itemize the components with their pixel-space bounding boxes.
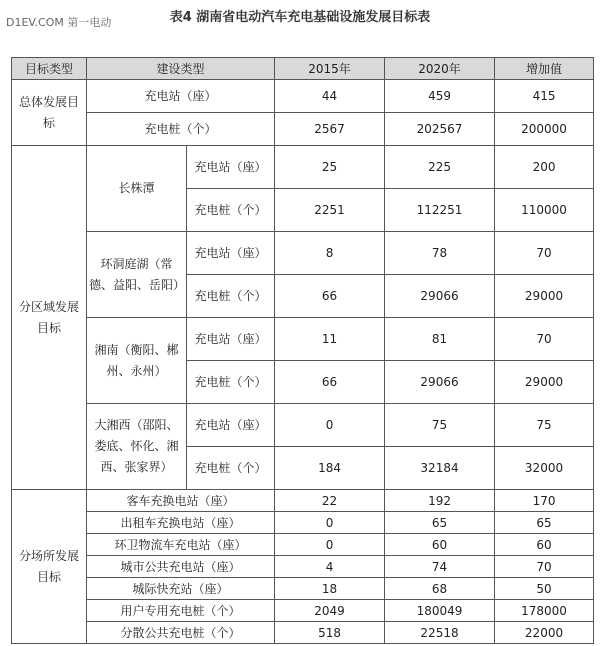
value-increase: 415 (495, 80, 594, 113)
row-type: 客车充换电站（座） (87, 490, 275, 512)
value-increase: 60 (495, 534, 594, 556)
row-type: 环卫物流车充电站（座） (87, 534, 275, 556)
value-2015: 25 (275, 146, 385, 189)
value-2020: 75 (385, 404, 495, 447)
table-row (12, 404, 594, 447)
value-2020: 78 (385, 232, 495, 275)
row-type: 充电桩（个） (187, 275, 275, 318)
value-2020: 74 (385, 556, 495, 578)
row-type: 充电桩（个） (187, 447, 275, 490)
value-2015: 44 (275, 80, 385, 113)
value-2020: 225 (385, 146, 495, 189)
value-2015: 18 (275, 578, 385, 600)
value-increase: 110000 (495, 189, 594, 232)
value-increase: 70 (495, 232, 594, 275)
table-row (12, 318, 594, 361)
value-2015: 11 (275, 318, 385, 361)
row-type: 充电站（座） (187, 404, 275, 447)
row-type: 用户专用充电桩（个） (87, 600, 275, 622)
row-type: 充电站（座） (187, 318, 275, 361)
row-type: 充电桩（个） (87, 113, 275, 146)
value-2020: 459 (385, 80, 495, 113)
value-increase: 170 (495, 490, 594, 512)
value-2020: 68 (385, 578, 495, 600)
table-row (12, 80, 594, 113)
value-2020: 29066 (385, 275, 495, 318)
value-2020: 180049 (385, 600, 495, 622)
region-name: 长株潭 (87, 146, 187, 232)
value-2020: 22518 (385, 622, 495, 644)
value-2020: 112251 (385, 189, 495, 232)
category-overall: 总体发展目标 (12, 80, 87, 146)
table-row (12, 600, 594, 622)
row-type: 充电桩（个） (187, 361, 275, 404)
value-2015: 8 (275, 232, 385, 275)
row-type: 充电桩（个） (187, 189, 275, 232)
region-name: 大湘西（邵阳、娄底、怀化、湘西、张家界） (87, 404, 187, 490)
value-2015: 2049 (275, 600, 385, 622)
value-2015: 22 (275, 490, 385, 512)
value-increase: 50 (495, 578, 594, 600)
value-increase: 178000 (495, 600, 594, 622)
value-2015: 0 (275, 512, 385, 534)
row-type: 充电站（座） (187, 232, 275, 275)
value-2015: 184 (275, 447, 385, 490)
row-type: 分散公共充电桩（个） (87, 622, 275, 644)
value-2015: 2567 (275, 113, 385, 146)
value-increase: 32000 (495, 447, 594, 490)
table-row (12, 113, 594, 146)
value-2020: 29066 (385, 361, 495, 404)
value-2020: 202567 (385, 113, 495, 146)
table-row (12, 622, 594, 644)
value-2015: 66 (275, 361, 385, 404)
table-row (12, 232, 594, 275)
value-increase: 29000 (495, 275, 594, 318)
value-increase: 70 (495, 556, 594, 578)
value-2015: 4 (275, 556, 385, 578)
table-row (12, 578, 594, 600)
region-name: 湘南（衡阳、郴州、永州） (87, 318, 187, 404)
header-row (12, 58, 594, 80)
table-title: 表4 湖南省电动汽车充电基础设施发展目标表 (169, 10, 431, 25)
category-venue: 分场所发展目标 (12, 490, 87, 644)
value-2020: 65 (385, 512, 495, 534)
value-2015: 2251 (275, 189, 385, 232)
value-increase: 75 (495, 404, 594, 447)
category-regional: 分区域发展目标 (12, 146, 87, 490)
header-2020: 2020年 (385, 58, 495, 80)
value-increase: 29000 (495, 361, 594, 404)
value-increase: 200 (495, 146, 594, 189)
value-increase: 22000 (495, 622, 594, 644)
value-2015: 0 (275, 534, 385, 556)
value-2015: 0 (275, 404, 385, 447)
table-row (12, 490, 594, 512)
charging-infrastructure-table (11, 57, 594, 644)
region-name: 环洞庭湖（常德、益阳、岳阳） (87, 232, 187, 318)
header-increase: 增加值 (495, 58, 594, 80)
table-row (12, 146, 594, 189)
value-2015: 518 (275, 622, 385, 644)
value-2020: 192 (385, 490, 495, 512)
header-2015: 2015年 (275, 58, 385, 80)
watermark: D1EV.COM 第一电动 (6, 16, 112, 29)
table-row (12, 534, 594, 556)
row-type: 城际快充站（座） (87, 578, 275, 600)
header-category: 目标类型 (12, 58, 87, 80)
table-row (12, 512, 594, 534)
row-type: 城市公共充电站（座） (87, 556, 275, 578)
value-2020: 32184 (385, 447, 495, 490)
value-increase: 65 (495, 512, 594, 534)
row-type: 充电站（座） (87, 80, 275, 113)
value-2015: 66 (275, 275, 385, 318)
value-2020: 60 (385, 534, 495, 556)
value-increase: 70 (495, 318, 594, 361)
row-type: 出租车充换电站（座） (87, 512, 275, 534)
table-row (12, 556, 594, 578)
header-build-type: 建设类型 (87, 58, 275, 80)
row-type: 充电站（座） (187, 146, 275, 189)
value-increase: 200000 (495, 113, 594, 146)
value-2020: 81 (385, 318, 495, 361)
